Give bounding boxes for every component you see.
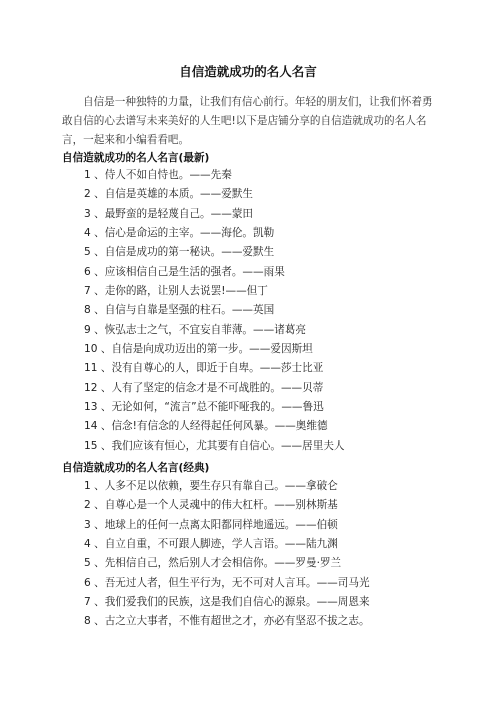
list-item: 15 、我们应该有恒心，尤其要有自信心。——居里夫人 xyxy=(84,439,345,452)
document-title: 自信造就成功的名人名言 xyxy=(179,64,317,79)
list-item: 9 、恢弘志士之气，不宜妄自菲薄。——诸葛亮 xyxy=(84,323,306,336)
list-item: 1 、侍人不如自恃也。——先秦 xyxy=(84,169,232,181)
intro-paragraph xyxy=(62,93,434,150)
list-item: 13 、无论如何，“流言”总不能吓哑我的。——鲁迅 xyxy=(84,401,324,414)
list-item: 7 、走你的路，让别人去说罢!——但丁 xyxy=(84,285,268,298)
list-item: 10 、自信是向成功迈出的第一步。——爱因斯坦 xyxy=(84,343,313,356)
list-item: 12 、人有了坚定的信念才是不可战胜的。——贝蒂 xyxy=(84,381,324,394)
list-item: 11 、没有自尊心的人，即近于自卑。——莎士比亚 xyxy=(84,362,324,375)
list-item: 14 、信念!有信念的人经得起任何风暴。——奥维德 xyxy=(84,420,328,433)
section-heading-latest: 自信造就成功的名人名言(最新) xyxy=(62,152,210,164)
list-item: 2 、自信是英雄的本质。——爱默生 xyxy=(84,188,254,201)
section-heading-classic: 自信造就成功的名人名言(经典) xyxy=(62,462,210,474)
list-item: 5 、自信是成功的第一秘诀。——爱默生 xyxy=(84,246,275,259)
list-item: 4 、信心是命运的主宰。——海伦。凯勒 xyxy=(84,227,275,240)
list-item: 4 、自立自重，不可跟人脚迹，学人言语。——陆九渊 xyxy=(84,538,338,551)
list-item: 5 、先相信自己，然后别人才会相信你。——罗曼·罗兰 xyxy=(84,557,342,570)
list-item: 1 、人多不足以依赖，要生存只有靠自己。——拿破仑 xyxy=(84,480,338,492)
list-item: 3 、最野蛮的是轻蔑自己。——蒙田 xyxy=(84,207,254,220)
intro-text: 自信是一种独特的力量，让我们有信心前行。年轻的朋友们，让我们怀着勇敢自信的心去谱写未来美好的人生吧!以下是店铺分享的自信造就成功的名人名言，一起来和小编看看吧。 xyxy=(62,96,433,146)
quote-list-classic xyxy=(84,477,370,632)
list-item: 6 、吾无过人者，但生平行为，无不可对人言耳。——司马光 xyxy=(84,576,370,589)
list-item: 8 、古之立大事者，不惟有超世之才，亦必有坚忍不拔之志。 xyxy=(84,615,370,628)
list-item: 2 、自尊心是一个人灵魂中的伟大杠杆。——别林斯基 xyxy=(84,499,338,512)
list-item: 8 、自信与自靠是坚强的柱石。——英国 xyxy=(84,304,275,317)
list-item: 7 、我们爱我们的民族，这是我们自信心的源泉。——周恩来 xyxy=(84,596,370,609)
quote-list-latest xyxy=(84,166,345,456)
list-item: 6 、应该相信自己是生活的强者。——雨果 xyxy=(84,265,285,278)
list-item: 3 、地球上的任何一点离太阳都同样地遥远。——伯顿 xyxy=(84,518,338,531)
